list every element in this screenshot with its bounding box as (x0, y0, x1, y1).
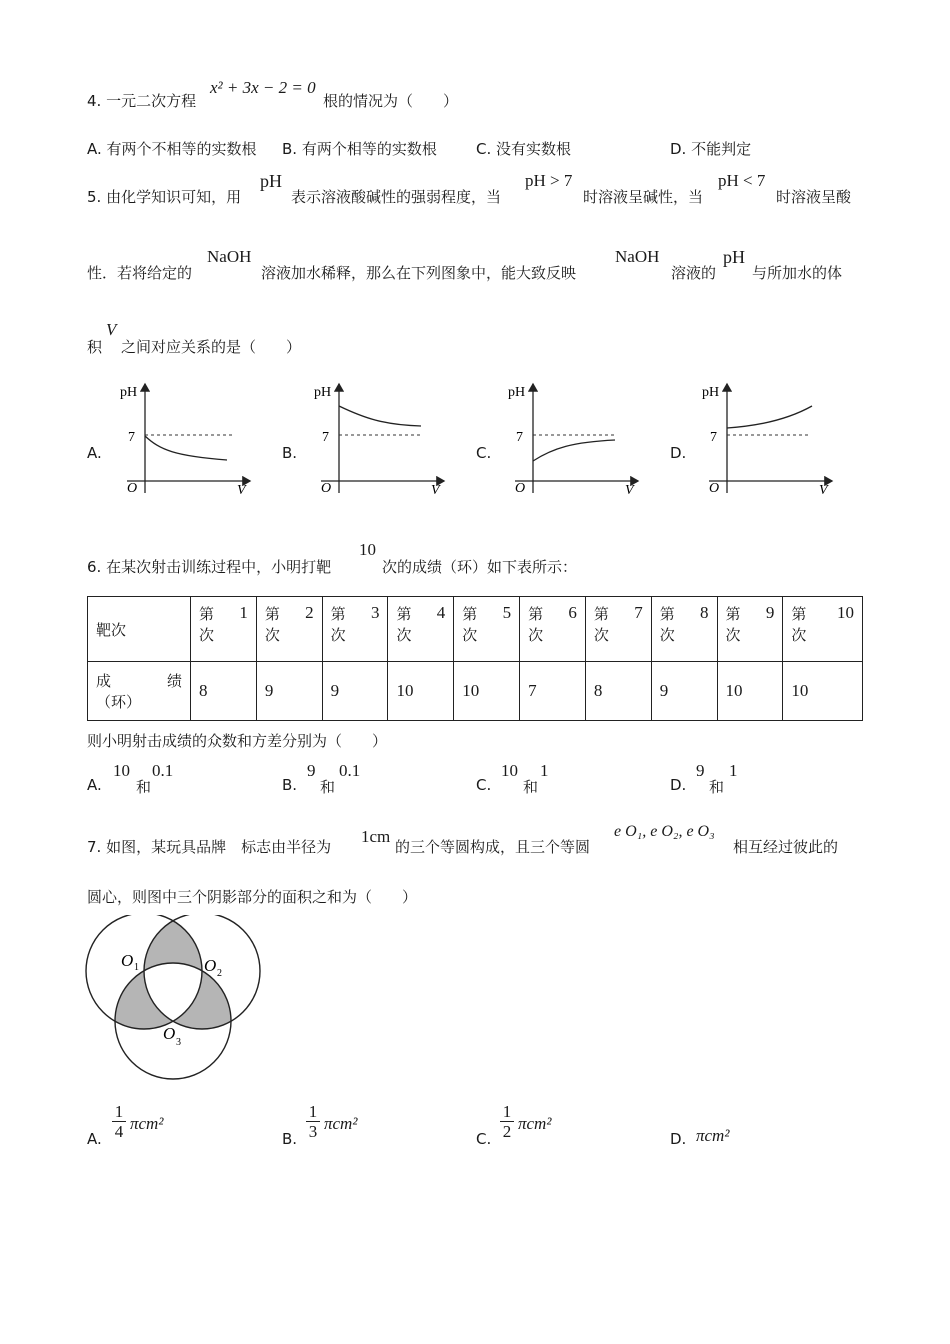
q7-option-c-label: C. (476, 1130, 492, 1148)
table-cell-shot: 第 8 次 (651, 597, 717, 662)
label-o1-sub: 1 (134, 962, 139, 973)
q6-count: 10 (359, 540, 376, 559)
y-label: pH (702, 385, 720, 400)
table-cell-shot: 第 9 次 (717, 597, 783, 662)
q5-line2-d: 与所加水的体 (752, 264, 843, 282)
seven-label: 7 (516, 430, 523, 445)
q4-stem-tail: 根的情况为（ ） (323, 92, 459, 110)
row-header-shot: 靶次 (88, 597, 191, 662)
q7-option-a-tail: πcm² (130, 1114, 164, 1133)
label-o1: O (121, 951, 134, 970)
q5-option-b-label: B. (282, 444, 298, 462)
q5-cond-alkaline: pH > 7 (525, 171, 573, 190)
q5-ph-2: pH (723, 247, 745, 267)
table-cell-score: 8 (585, 662, 651, 721)
q7-option-c-tail: πcm² (518, 1114, 552, 1133)
q6-stem-a: 6. 在某次射击训练过程中，小明打靶 (87, 558, 332, 576)
q5-line3-b: 之间对应关系的是（ ） (121, 338, 302, 356)
q6-option-b: B. (282, 776, 298, 794)
q7-option-b-tail: πcm² (324, 1114, 358, 1133)
q7-option-a-fraction: 1 4 (112, 1103, 126, 1142)
origin-label: O (321, 481, 332, 496)
x-label: V (819, 483, 828, 498)
curve (727, 406, 812, 428)
q7-line2: 圆心，则图中三个阴影部分的面积之和为（ ） (87, 888, 418, 906)
q7-option-d-label: D. (670, 1130, 687, 1148)
x-label: V (237, 483, 246, 498)
q7-option-a-label: A. (87, 1130, 102, 1148)
q5-line2-b: 溶液加水稀释，那么在下列图象中，能大致反映 (261, 264, 577, 282)
q7-option-c-fraction: 1 2 (500, 1103, 514, 1142)
q7-option-d-tail: πcm² (696, 1126, 730, 1145)
q5-graph-b (309, 378, 449, 498)
label-o2-sub: 2 (217, 968, 222, 979)
q5-option-d-label: D. (670, 444, 687, 462)
table-cell-score: 10 (454, 662, 520, 721)
label-o2: O (204, 956, 217, 975)
y-label: pH (120, 385, 138, 400)
q4-option-d: D. 不能判定 (670, 140, 752, 158)
seven-label: 7 (322, 430, 329, 445)
q6-score-table (87, 596, 863, 721)
q4-stem: 4. 一元二次方程 (87, 92, 197, 110)
q5-cond-acidic: pH < 7 (718, 171, 766, 190)
q5-line1-a: 5. 由化学知识可知，用 (87, 188, 242, 206)
table-cell-score: 9 (651, 662, 717, 721)
table-row-scores (88, 662, 863, 721)
q7-three-circles-figure (80, 915, 270, 1090)
q7-line1-b: 的三个等圆构成，且三个等圆 (395, 838, 591, 856)
q5-option-c-label: C. (476, 444, 492, 462)
q5-line2-c: 溶液的 (671, 264, 717, 282)
q5-line3-a: 积 (87, 338, 103, 356)
q5-line2-a: 性．若将给定的 (87, 264, 193, 282)
seven-label: 7 (128, 430, 135, 445)
table-cell-shot: 第 4 次 (388, 597, 454, 662)
table-cell-score: 10 (388, 662, 454, 721)
q5-naoh-2: NaOH (615, 247, 660, 266)
q5-line1-c: 时溶液呈碱性，当 (583, 188, 704, 206)
q6-stem-b: 次的成绩（环）如下表所示： (382, 558, 578, 576)
table-cell-score: 7 (520, 662, 586, 721)
q7-line1-c: 相互经过彼此的 (733, 838, 839, 856)
table-cell-score: 10 (783, 662, 863, 721)
q7-radius: 1cm (361, 827, 391, 846)
q7-option-b-fraction: 1 3 (306, 1103, 320, 1142)
q5-line1-b: 表示溶液酸碱性的强弱程度，当 (291, 188, 502, 206)
q7-line1-a: 7. 如图，某玩具品牌 标志由半径为 (87, 838, 332, 856)
q5-line1-d: 时溶液呈酸 (776, 188, 852, 206)
seven-label: 7 (710, 430, 717, 445)
q4-option-b: B. 有两个相等的实数根 (282, 140, 437, 158)
q7-option-b-label: B. (282, 1130, 298, 1148)
q5-ph-1: pH (260, 171, 282, 191)
q6-option-c: C. (476, 776, 492, 794)
curve (145, 436, 227, 460)
table-cell-score: 9 (256, 662, 322, 721)
table-cell-shot: 第 3 次 (322, 597, 388, 662)
q4-option-a: A. 有两个不相等的实数根 (87, 140, 257, 158)
q7-circles: e O₁, e O₂, e O₃ (614, 823, 715, 840)
row-header-score: 成 绩 （环） (88, 662, 191, 721)
q4-option-c: C. 没有实数根 (476, 140, 572, 158)
origin-label: O (515, 481, 526, 496)
table-cell-shot: 第 5 次 (454, 597, 520, 662)
table-cell-shot: 第 2 次 (256, 597, 322, 662)
table-cell-shot: 第 1 次 (191, 597, 257, 662)
q6-option-d: D. (670, 776, 687, 794)
q5-graph-d (697, 378, 837, 498)
label-o3-sub: 3 (176, 1037, 181, 1048)
table-cell-shot: 第 10 次 (783, 597, 863, 662)
curve (533, 440, 615, 461)
table-row-shots (88, 597, 863, 662)
table-cell-score: 8 (191, 662, 257, 721)
y-label: pH (508, 385, 526, 400)
q5-naoh-1: NaOH (207, 247, 252, 266)
label-o3: O (163, 1024, 176, 1043)
x-label: V (431, 483, 440, 498)
q5-volume: V (106, 320, 117, 339)
table-cell-shot: 第 7 次 (585, 597, 651, 662)
q4-equation: x² + 3x − 2 = 0 (210, 78, 316, 97)
table-cell-score: 10 (717, 662, 783, 721)
curve (339, 406, 421, 426)
origin-label: O (709, 481, 720, 496)
q6-question: 则小明射击成绩的众数和方差分别为（ ） (87, 732, 388, 750)
y-label: pH (314, 385, 332, 400)
table-cell-shot: 第 6 次 (520, 597, 586, 662)
q6-option-a: A. (87, 776, 102, 794)
table-cell-score: 9 (322, 662, 388, 721)
q5-graph-c (503, 378, 643, 498)
q4-number: 4. (87, 92, 102, 110)
q5-option-a-label: A. (87, 444, 102, 462)
x-label: V (625, 483, 634, 498)
origin-label: O (127, 481, 138, 496)
q5-graph-a (115, 378, 255, 498)
